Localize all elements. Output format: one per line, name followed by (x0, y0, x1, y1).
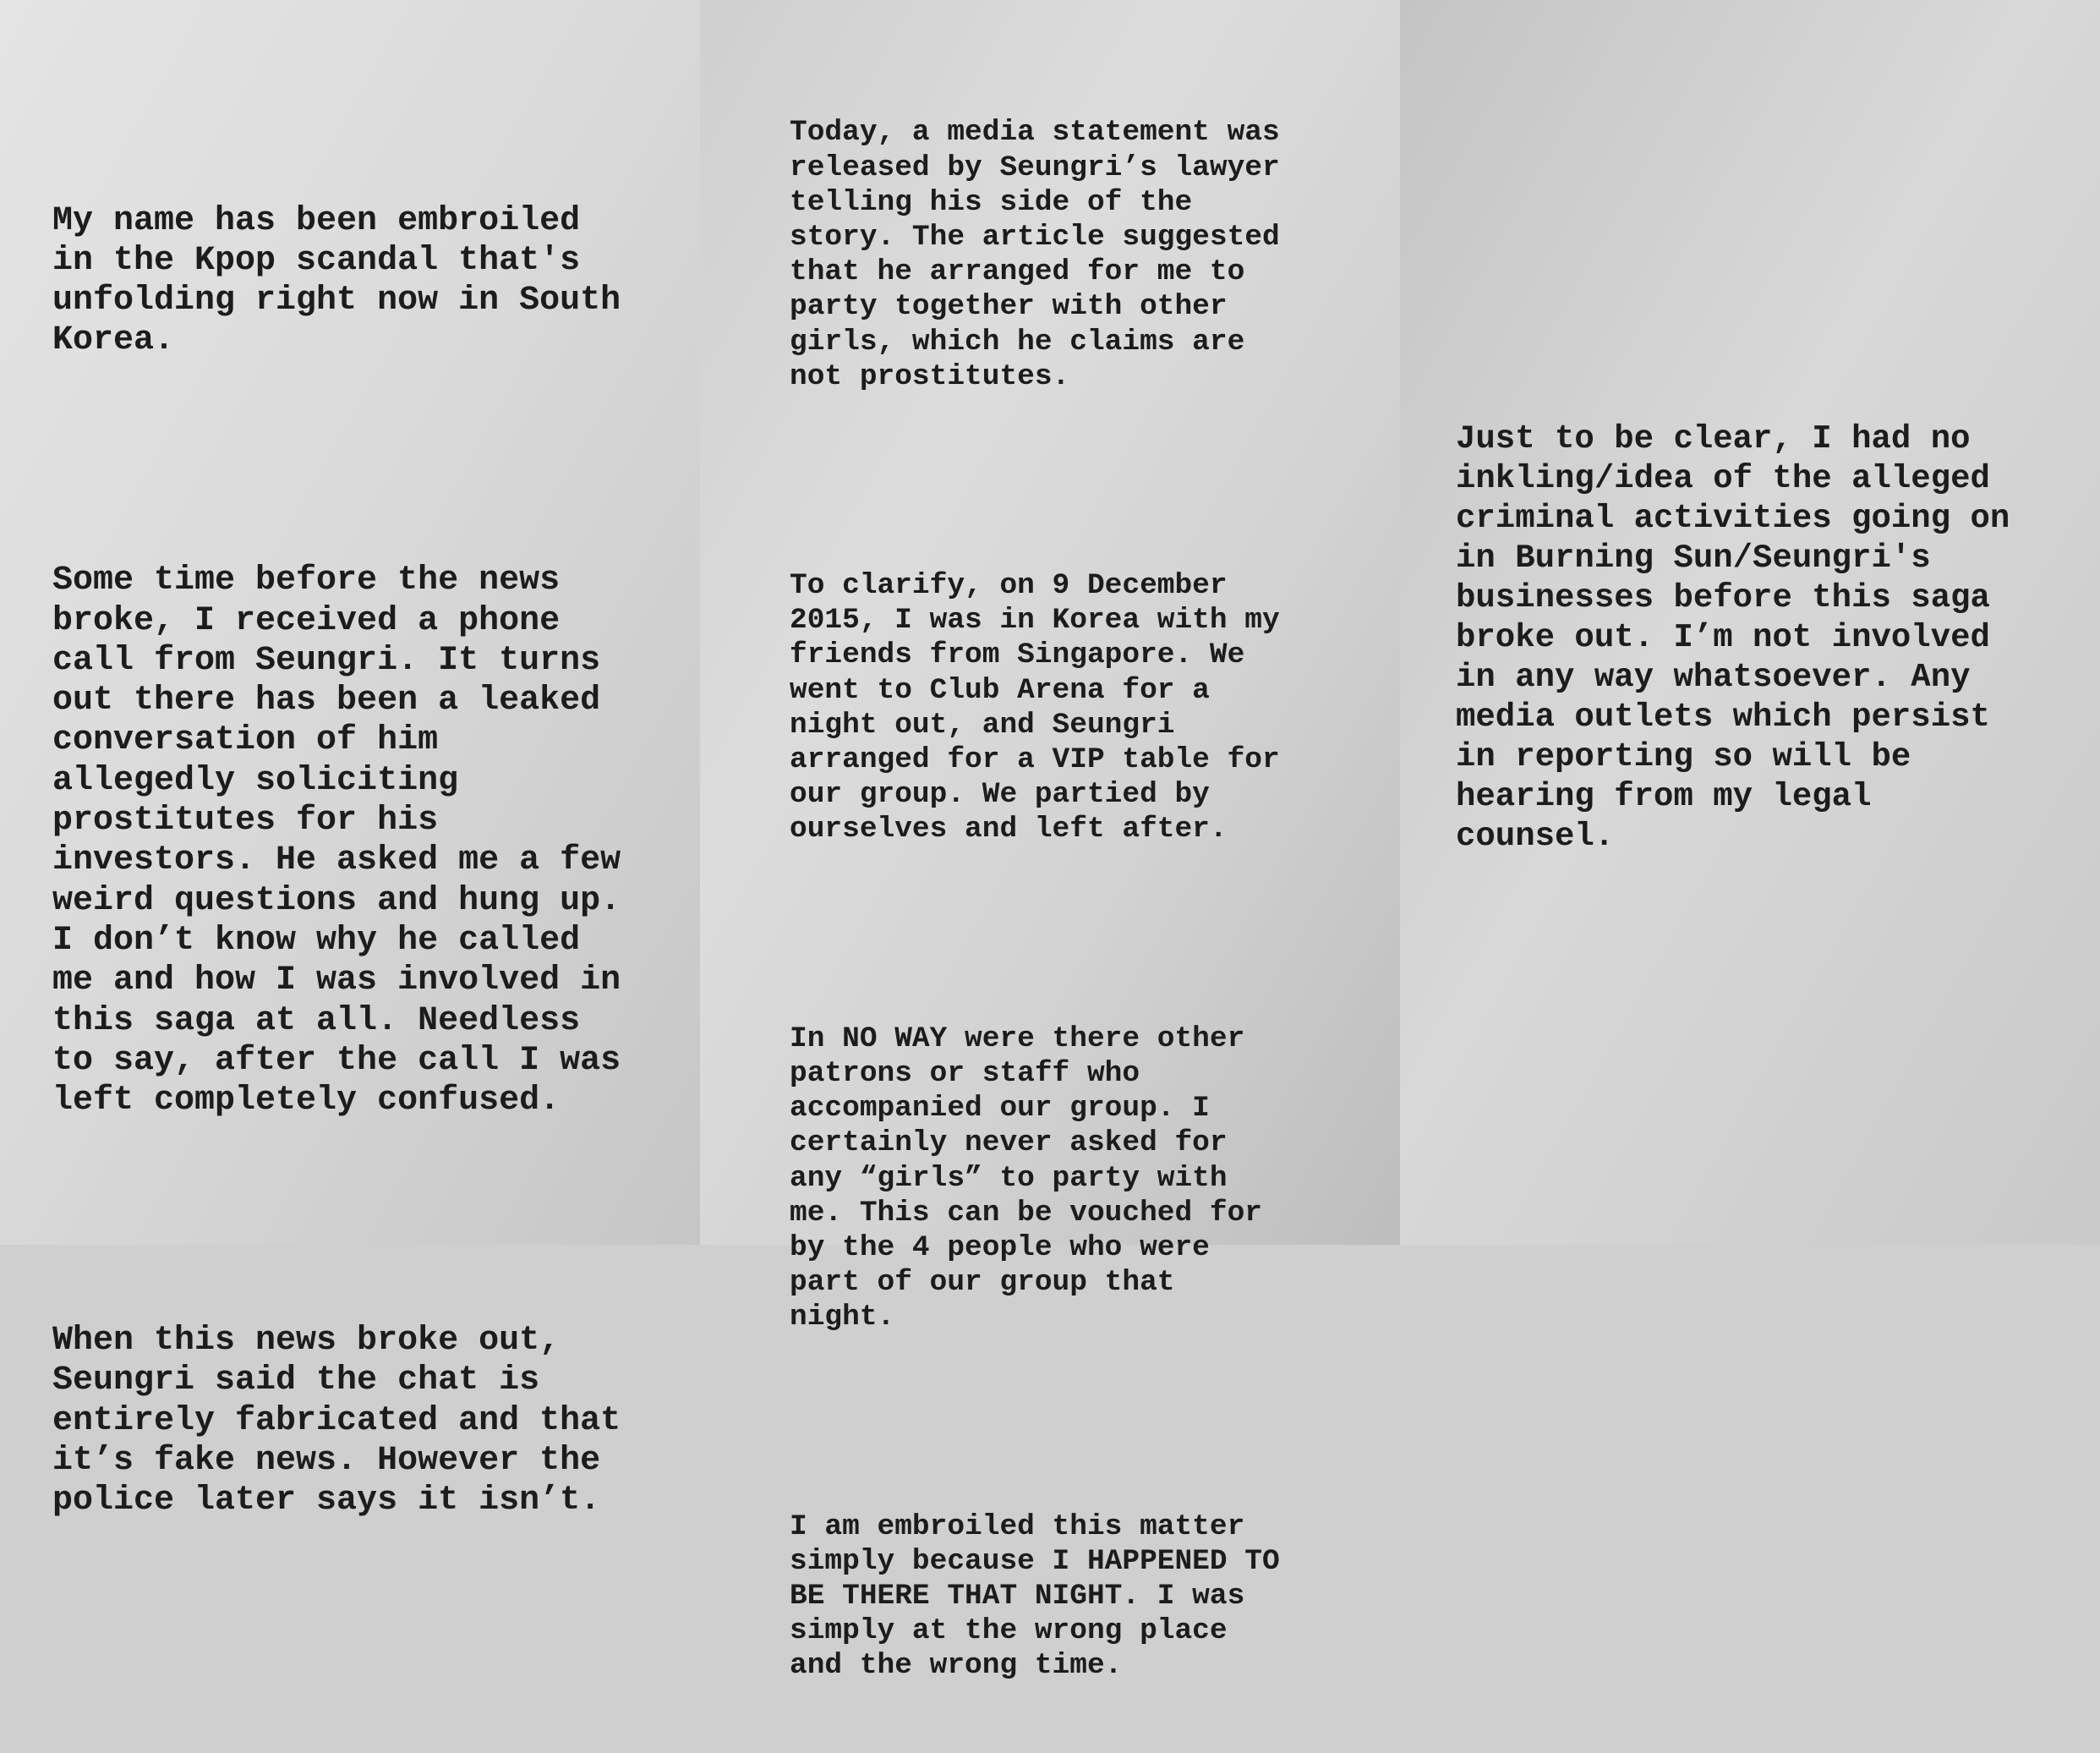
paragraph-spacer (52, 441, 621, 480)
story-panel-1 (0, 0, 700, 1520)
paragraph-spacer (52, 1201, 621, 1241)
paragraph: In NO WAY were there other patrons or staff who accompanied our group. I certainly never asked for any “girls” to party with me. This can be vouched for by the 4 people who were part of our group that night. (790, 1022, 1262, 1334)
paragraph-spacer (790, 917, 1280, 951)
paragraph: Some time before the news broke, I received a phone call from Seungri. It turns out there has been a leaked conversation of him allegedly soliciting prostitutes for his investors. He asked me a few weird questions and hung up. I don’t know why he called me and how I was involved in this saga at all. Needless to say, after the call I was left completely confused. (52, 562, 621, 1120)
paragraph: When this news broke out, Seungri said the chat is entirely fabricated and that it’s fake news. However the police later says it isn’t. (52, 1321, 621, 1520)
paragraph: My name has been embroiled in the Kpop scandal that's unfolding right now in South Korea. (52, 201, 621, 360)
statement-text-1 (52, 121, 621, 1601)
story-panel-3 (1400, 0, 2100, 1245)
paragraph-spacer (790, 1405, 1280, 1439)
story-panel-2 (700, 0, 1400, 1683)
paragraph: Just to be clear, I had no inkling/idea of the alleged criminal activities going on in Burning Sun/Seungri's businesses before this saga broke out. I’m not involved in any way whatsoever. Any media outlets which persist in reporting so will be hearing from my legal counsel. (1456, 420, 2010, 855)
paragraph: I am embroiled this matter simply because I HAPPENED TO BE THERE THAT NIGHT. I was simply at the wrong place and the wrong time. (790, 1509, 1280, 1683)
paragraph: To clarify, on 9 December 2015, I was in Korea with my friends from Singapore. We went to Club Arena for a night out, and Seungri arranged for a VIP table for our group. We partied by ourselves and left after. (790, 569, 1280, 846)
paragraph-spacer (790, 463, 1280, 498)
statement-text-3 (1456, 340, 2010, 936)
paragraph: Today, a media statement was released by Seungri’s lawyer telling his side of the story. The article suggested that he arranged for me to party together with other girls, which he claims are not prostitutes. (790, 116, 1280, 393)
statement-text-2 (790, 46, 1280, 1753)
